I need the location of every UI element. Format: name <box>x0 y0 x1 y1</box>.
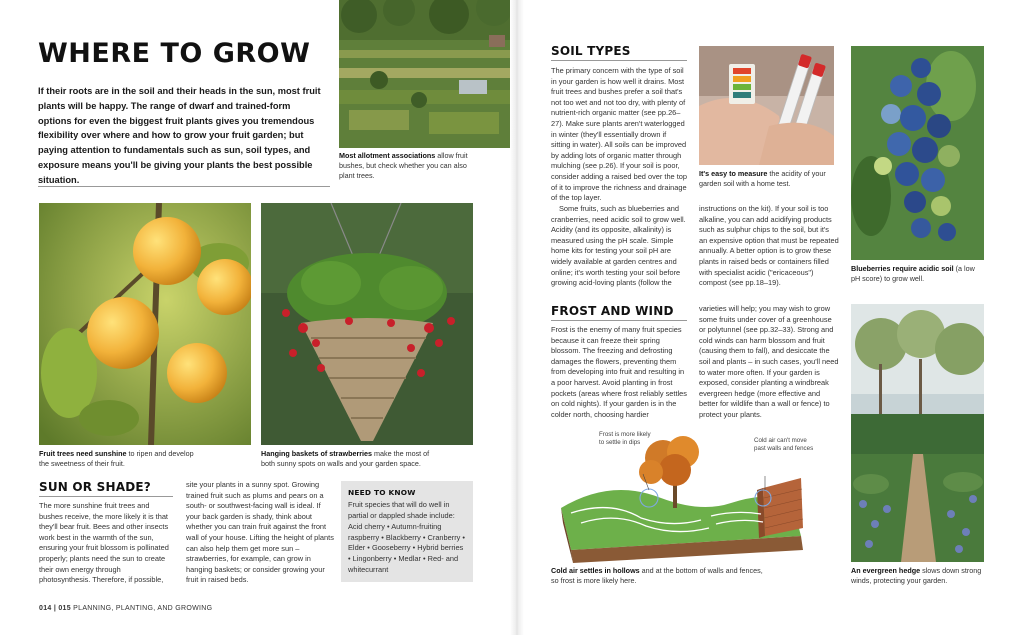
folio <box>39 604 212 614</box>
allotment-caption <box>339 151 479 180</box>
strawberry-basket-photo <box>261 203 473 445</box>
sunshine-caption-text: to ripen and develop the sweetness of their fruit. <box>39 449 194 468</box>
evergreen-hedge-photo <box>851 304 984 562</box>
frost-col2: varieties will help; you may wish to grow some fruits under cover of a greenhouse or polytunnel (see pp.32–33). Strong and cold winds can harm blossom and fruit (causing them to fall), and desiccate the soil and plants – in such cases, you'll need to water more often. If your garden is exposed, consider planting a windbreak evergreen hedge (more effective and better for wildlife than a wall or fence) to protect your plants. <box>699 304 839 419</box>
frost-wind-rule <box>551 320 687 321</box>
sun-shade-rule <box>39 496 173 497</box>
cold-air-caption-text: and at the bottom of walls and fences, so frost is more likely here. <box>551 566 763 585</box>
diagram-label-air: Cold air can't move past walls and fences <box>754 437 814 452</box>
blueberry-photo <box>851 46 984 260</box>
cold-air-caption <box>551 566 766 586</box>
sun-shade-col1: The more sunshine fruit trees and bushes receive, the more likely it is that they'll bear fruit. Bees and other insects work best in the warmth of the sun, ensuring your fruit blossom is pollinated properly; plants need the sun to create their own energy through photosynthesis. Therefore, if possible, <box>39 501 169 585</box>
intro-paragraph: If their roots are in the soil and their heads in the sun, most fruit plants will be happy. The range of dwarf and trained-form options for even the biggest fruit plants gives you tremendous flexibility over where and how to grow your fruit garden; but paying attention to fundamentals such as sun, soil types, and exposure means you'll be giving your plants the best possible situation. <box>38 86 321 185</box>
soil-col1a: The primary concern with the type of soil in your garden is how well it drains. Most fruit trees and bushes prefer a soil that's not too wet and not too dry, with plenty of nutrient-rich organic matter (see pp.26–27). Make sure plants aren't waterlogged in winter (they'll essentially drown if sitting in water). All soils can be improved by adding lots of organic matter through mulching (see p.26). If your soil is poor, consider adding a raised bed over the top of it to improve the richness and drainage of the top layer. <box>551 66 687 203</box>
measure-caption <box>699 169 839 189</box>
need-to-know-box <box>341 481 473 582</box>
frost-pocket-diagram <box>551 428 836 563</box>
strawberries-caption <box>261 449 431 469</box>
sunshine-caption-bold: Fruit trees need sunshine <box>39 449 127 458</box>
fruit-tree-photo <box>39 203 251 445</box>
need-to-know-title: NEED TO KNOW <box>348 488 416 497</box>
measure-caption-bold: It's easy to measure <box>699 169 768 178</box>
page-title: WHERE TO GROW <box>38 38 311 69</box>
strawberries-caption-text: make the most of both sunny spots on walls and your garden space. <box>261 449 430 468</box>
strawberries-caption-bold: Hanging baskets of strawberries <box>261 449 373 458</box>
sunshine-caption <box>39 449 199 469</box>
soil-col1b: Some fruits, such as blueberries and cranberries, need acidic soil to grow well. Acidity (and its opposite, alkalinity) is measured using the pH scale. Simple home kits for testing your soil pH are widely available at garden centres and online; it's worth testing your soil before growing acid-loving plants (follow the <box>551 204 686 288</box>
allotment-caption-bold: Most allotment associations <box>339 151 436 160</box>
blueberries-caption <box>851 264 986 284</box>
hedge-caption <box>851 566 986 586</box>
soil-types-heading: SOIL TYPES <box>551 44 631 58</box>
blueberries-caption-text: (a low pH score) to grow well. <box>851 264 975 283</box>
sun-shade-heading: SUN OR SHADE? <box>39 480 151 494</box>
soil-col2: instructions on the kit). If your soil is too alkaline, you can add acidifying products such as sulphur chips to the soil, but it's an expensive option that must be repeated annually. A better option is to grow these plants in raised beds or containers filled with specialist acidic ("ericaceous") compost (see pp.18–19). <box>699 204 839 288</box>
folio-page-numbers: 014 | 015 <box>39 605 71 612</box>
allotment-photo <box>339 0 511 148</box>
book-gutter <box>510 0 524 635</box>
sun-shade-col2: site your plants in a sunny spot. Growing trained fruit such as plums and pears on a south- or southwest-facing wall is ideal. If your back garden is shady, think about whether you can train fruit against the front wall of your house. Lifting the height of plants can also help them get more sun – strawberries, for example, can grow in hanging baskets; or consider growing your fruit in raised beds. <box>186 480 334 585</box>
frost-wind-heading: FROST AND WIND <box>551 304 674 318</box>
cold-air-caption-bold: Cold air settles in hollows <box>551 566 640 575</box>
folio-section-title: PLANNING, PLANTING, AND GROWING <box>73 605 213 612</box>
allotment-caption-text: allow fruit bushes, but check whether you can also plant trees. <box>339 151 468 180</box>
diagram-label-frost: Frost is more likely to settle in dips <box>599 431 651 446</box>
measure-caption-text: the acidity of your garden soil with a home test. <box>699 169 826 188</box>
need-to-know-list: Acid cherry • Autumn-fruiting raspberry • Blackberry • Cranberry • Elder • Gooseberry • Hybrid berries • Lingonberry • Medlar • Red- and whitecurrant <box>348 522 466 574</box>
soil-test-photo <box>699 46 834 165</box>
hedge-caption-text: slows down strong winds, protecting your garden. <box>851 566 982 585</box>
hedge-caption-bold: An evergreen hedge <box>851 566 921 575</box>
frost-col1: Frost is the enemy of many fruit species because it can freeze their spring blossom. The freezing and defrosting damages the flowers, preventing them from developing into fruit and resulting in a poor harvest. Avoid planting in frost pockets (areas where frost reliably settles on cold nights). If your garden is in the colder north, choosing hardier <box>551 325 687 419</box>
need-to-know-intro: Fruit species that will do well in partial or dappled shade include: <box>348 500 455 520</box>
intro-rule <box>38 186 330 187</box>
blueberries-caption-bold: Blueberries require acidic soil <box>851 264 954 273</box>
soil-types-rule <box>551 60 687 61</box>
